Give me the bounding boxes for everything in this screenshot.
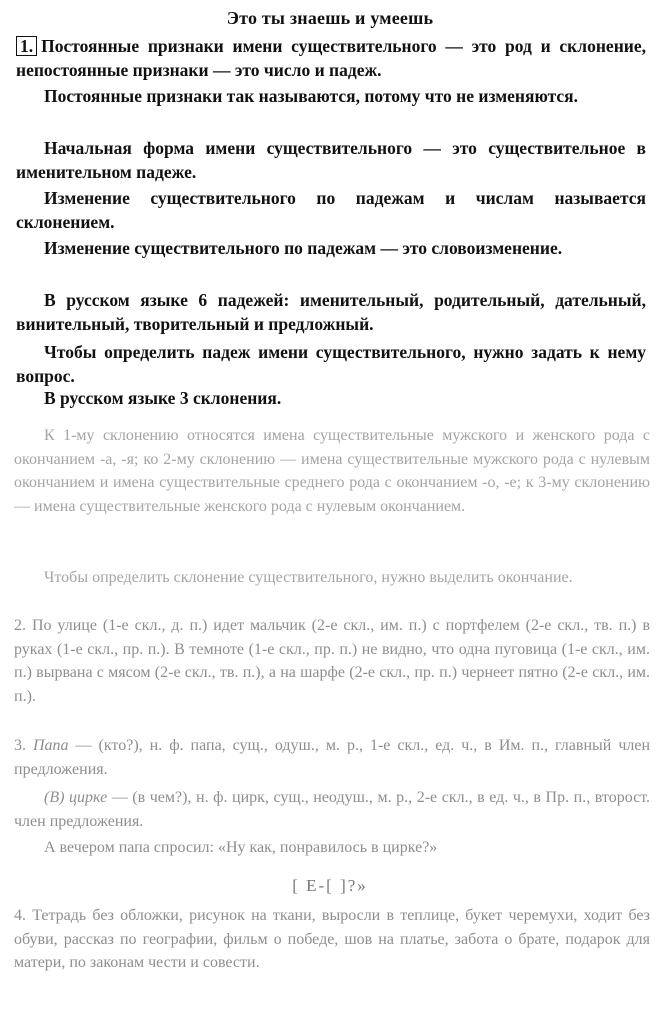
declension-explanation: К 1-му склонению относятся имена существительные мужского и женского рода с окончанием -а, -я; ко 2-му склонению — имена существительные мужского рода с нулевым окончанием и имена существительные среднего рода с окончанием -о, -е; к 3-му склонению — имена существительные женского рода с нулевым окончанием. bbox=[14, 427, 650, 515]
exercise-4-answer: 4. Тетрадь без обложки, рисунок на ткани, выросли в теплице, букет черемухи, ходит без обуви, рассказ по географии, фильм о победе, шов на платье, забота о брате, подарок для матери, по законам чести и совести. bbox=[14, 907, 650, 971]
parse-text-papa: — (кто?), н. ф. папа, сущ., одуш., м. р., 1-е скл., ед. ч., в Им. п., главный член предложения. bbox=[14, 737, 651, 778]
exercise-3-analysis-1 bbox=[14, 734, 650, 781]
rule-paragraph-4: Изменение существительного по падежам и числам называется склонением. bbox=[16, 188, 646, 232]
rule-text-1: Постоянные признаки имени существительного — это род и склонение, непостоянные признаки — это число и падеж. bbox=[16, 36, 646, 80]
rule-paragraph-8: В русском языке 3 склонения. bbox=[44, 388, 282, 408]
exercise-3-number: 3. bbox=[14, 737, 26, 754]
parsed-word-cirk: (В) цирке bbox=[44, 789, 108, 806]
rule-paragraph-3: Начальная форма имени существительного — это существительное в именительном падеже. bbox=[16, 138, 646, 182]
rule-paragraph-7: Чтобы определить падеж имени существительного, нужно задать к нему вопрос. bbox=[16, 342, 646, 386]
exercise-2-answer: 2. По улице (1-е скл., д. п.) идет мальчик (2-е скл., им. п.) с портфелем (2-е скл., тв. п.) в руках (1-е скл., пр. п.). В темноте (1-е скл., пр. п.) не видно, что одна пуговица (1-е скл., им. п.) вырвана с мясом (2-е скл., тв. п.), а на шарфе (2-е скл., пр. п.) чернеет пятно (2-е скл., им. п.). bbox=[14, 617, 650, 705]
rule-paragraph-6: В русском языке 6 падежей: именительный, родительный, дательный, винительный, творительный и предложный. bbox=[16, 290, 646, 334]
exercise-3-analysis-2 bbox=[14, 786, 650, 833]
exercise-3-sentence: А вечером папа спросил: «Ну как, понравилось в цирке?» bbox=[44, 839, 438, 856]
item-number-box: 1. bbox=[16, 36, 37, 56]
rule-paragraph-1 bbox=[16, 34, 646, 82]
sentence-scheme: [ Е-[ ]?» bbox=[292, 876, 368, 895]
declension-hint: Чтобы определить склонение существительного, нужно выделить окончание. bbox=[44, 569, 573, 586]
parsed-word-papa: Папа bbox=[33, 737, 69, 754]
parse-text-cirk: — (в чем?), н. ф. цирк, сущ., неодуш., м. р., 2-е скл., в ед. ч., в Пр. п., второст. член предложения. bbox=[14, 789, 651, 830]
rule-paragraph-5: Изменение существительного по падежам — это словоизменение. bbox=[44, 238, 563, 258]
rule-paragraph-2: Постоянные признаки так называются, потому что не изменяются. bbox=[44, 86, 579, 106]
section-title: Это ты знаешь и умеешь bbox=[226, 8, 434, 28]
